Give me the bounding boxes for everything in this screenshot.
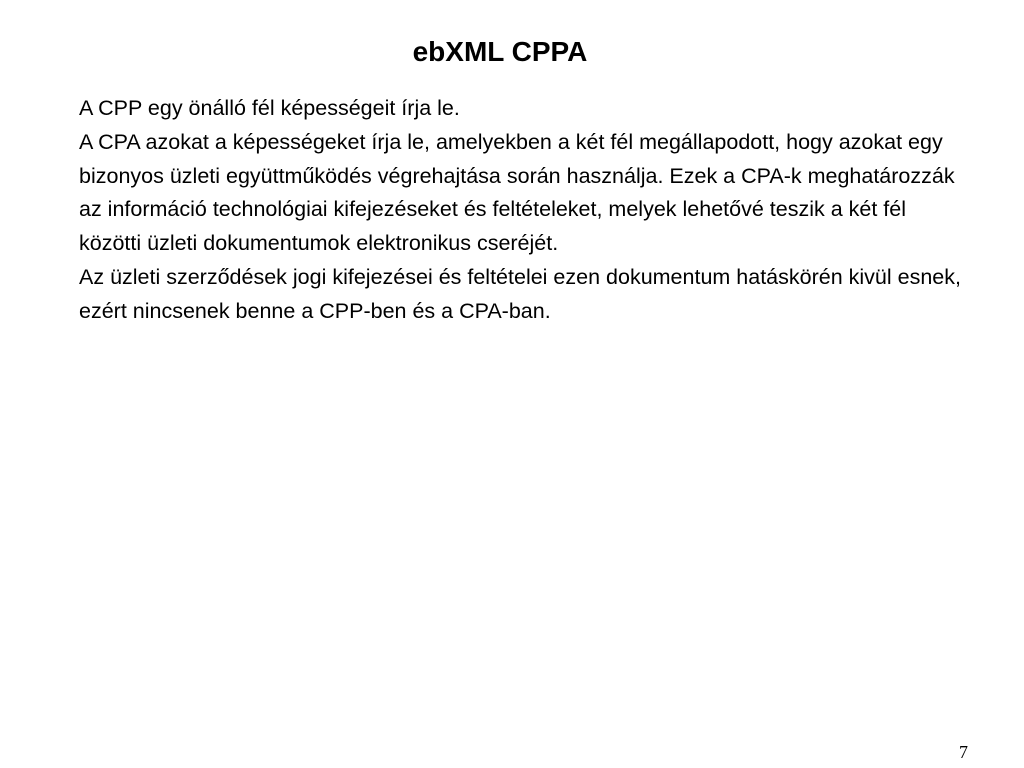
slide-body [79,92,969,329]
paragraph-legal: Az üzleti szerződések jogi kifejezései és feltételei ezen dokumentum hatáskörén kivül esnek, ezért nincsenek benne a CPP-ben és a CPA-ban. [79,264,961,323]
paragraph-cpp: A CPP egy önálló fél képességeit írja le. [79,96,460,120]
slide-title: ebXML CPPA [412,36,588,67]
paragraph-cpa: A CPA azokat a képességeket írja le, amelyekben a két fél megállapodott, hogy azokat egy bizonyos üzleti együttműködés végrehajtása során használja. Ezek a CPA-k meghatározzák az információ technológiai kifejezéseket és feltételeket, melyek lehetővé teszik a két fél közötti üzleti dokumentumok elektronikus cseréjét. [79,129,955,256]
page-number: 7 [959,742,968,762]
